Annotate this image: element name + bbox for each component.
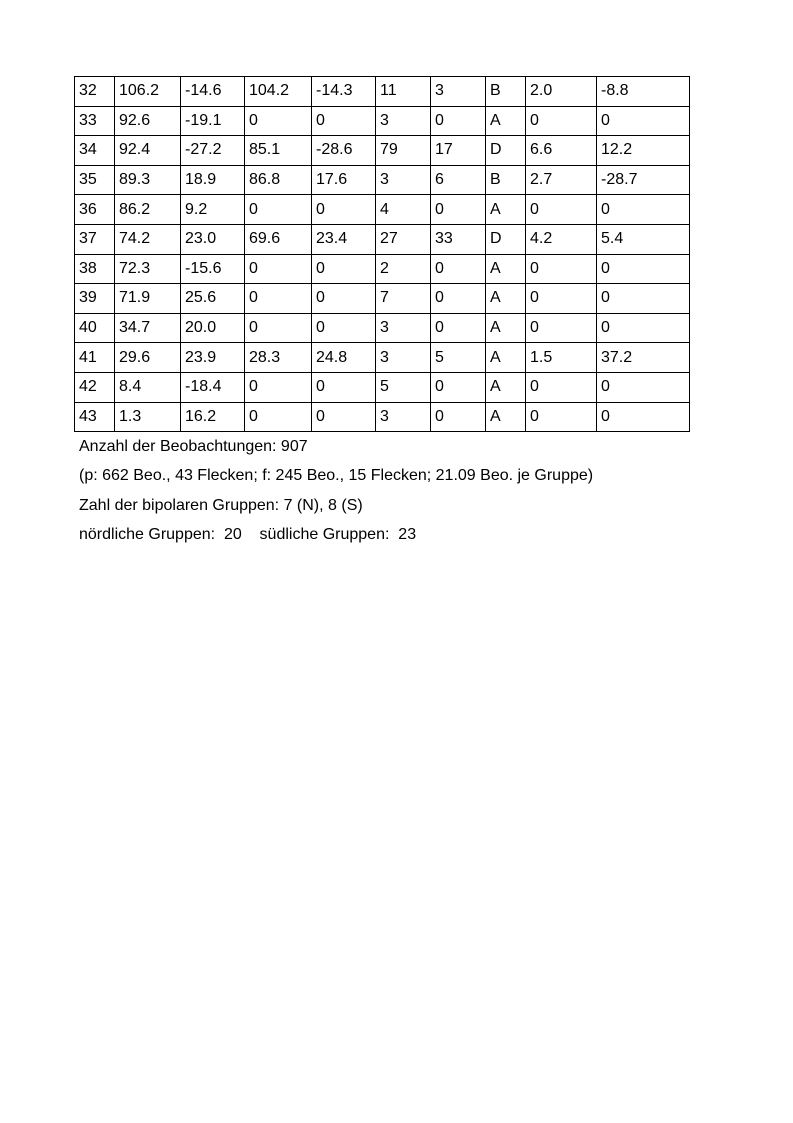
- summary-block: [79, 432, 593, 549]
- table-cell: 9.2: [181, 195, 245, 225]
- table-cell: 3: [376, 343, 431, 373]
- table-cell: -14.3: [312, 77, 376, 107]
- table-cell: 71.9: [115, 284, 181, 314]
- table-row: [75, 343, 690, 373]
- table-cell: 0: [597, 372, 690, 402]
- table-cell: 7: [376, 284, 431, 314]
- table-cell: A: [486, 195, 526, 225]
- table-cell: 2.7: [526, 165, 597, 195]
- table-row: [75, 195, 690, 225]
- table-cell: 39: [75, 284, 115, 314]
- table-cell: 37.2: [597, 343, 690, 373]
- table-cell: 5: [431, 343, 486, 373]
- table-cell: 33: [75, 106, 115, 136]
- table-cell: 0: [245, 372, 312, 402]
- table-cell: -28.6: [312, 136, 376, 166]
- table-cell: 32: [75, 77, 115, 107]
- table-cell: 0: [431, 313, 486, 343]
- table-cell: A: [486, 106, 526, 136]
- table-cell: 1.5: [526, 343, 597, 373]
- table-cell: 0: [431, 284, 486, 314]
- table-cell: 0: [431, 195, 486, 225]
- table-cell: 6.6: [526, 136, 597, 166]
- table-row: [75, 284, 690, 314]
- table-cell: 72.3: [115, 254, 181, 284]
- table-cell: 3: [376, 402, 431, 432]
- table-cell: 17.6: [312, 165, 376, 195]
- table-row: [75, 136, 690, 166]
- table-row: [75, 402, 690, 432]
- table-cell: 92.4: [115, 136, 181, 166]
- table-cell: 86.8: [245, 165, 312, 195]
- table-cell: 2: [376, 254, 431, 284]
- table-cell: A: [486, 402, 526, 432]
- table-row: [75, 77, 690, 107]
- table-cell: 5: [376, 372, 431, 402]
- table-cell: 8.4: [115, 372, 181, 402]
- table-row: [75, 254, 690, 284]
- table-row: [75, 224, 690, 254]
- table-cell: 27: [376, 224, 431, 254]
- table-cell: 0: [431, 402, 486, 432]
- table-cell: 74.2: [115, 224, 181, 254]
- table-cell: 6: [431, 165, 486, 195]
- table-cell: A: [486, 372, 526, 402]
- table-cell: 0: [597, 402, 690, 432]
- table-cell: 40: [75, 313, 115, 343]
- table-cell: 0: [312, 313, 376, 343]
- table-cell: 0: [526, 284, 597, 314]
- table-cell: 16.2: [181, 402, 245, 432]
- table-cell: 3: [376, 106, 431, 136]
- table-cell: D: [486, 136, 526, 166]
- table-cell: 0: [312, 284, 376, 314]
- table-cell: A: [486, 313, 526, 343]
- table-cell: 43: [75, 402, 115, 432]
- table-cell: 0: [597, 195, 690, 225]
- table-row: [75, 313, 690, 343]
- table-cell: 106.2: [115, 77, 181, 107]
- table-body: [75, 77, 690, 432]
- table-cell: 17: [431, 136, 486, 166]
- table-cell: 0: [245, 195, 312, 225]
- table-cell: 4: [376, 195, 431, 225]
- table-cell: -28.7: [597, 165, 690, 195]
- table-cell: 0: [245, 313, 312, 343]
- table-cell: 25.6: [181, 284, 245, 314]
- table-cell: 0: [312, 402, 376, 432]
- table-cell: 3: [431, 77, 486, 107]
- table-cell: 5.4: [597, 224, 690, 254]
- table-cell: A: [486, 254, 526, 284]
- table-cell: 4.2: [526, 224, 597, 254]
- table-cell: A: [486, 343, 526, 373]
- table-cell: D: [486, 224, 526, 254]
- observation-breakdown: (p: 662 Beo., 43 Flecken; f: 245 Beo., 15 Flecken; 21.09 Beo. je Gruppe): [79, 467, 594, 485]
- table-cell: B: [486, 77, 526, 107]
- table-cell: 0: [526, 402, 597, 432]
- table-cell: 42: [75, 372, 115, 402]
- table-cell: 0: [245, 284, 312, 314]
- table-cell: 23.0: [181, 224, 245, 254]
- table-cell: 92.6: [115, 106, 181, 136]
- table-cell: 0: [597, 254, 690, 284]
- table-cell: 28.3: [245, 343, 312, 373]
- table-cell: 89.3: [115, 165, 181, 195]
- table-cell: 0: [245, 402, 312, 432]
- bipolar-group-count: Zahl der bipolaren Gruppen: 7 (N), 8 (S): [79, 496, 363, 514]
- table-cell: 0: [312, 195, 376, 225]
- table-cell: 12.2: [597, 136, 690, 166]
- table-cell: 3: [376, 165, 431, 195]
- table-cell: 20.0: [181, 313, 245, 343]
- table-cell: 34: [75, 136, 115, 166]
- table-cell: 79: [376, 136, 431, 166]
- table-cell: -8.8: [597, 77, 690, 107]
- table-cell: 24.8: [312, 343, 376, 373]
- table-cell: 0: [597, 284, 690, 314]
- table-cell: 36: [75, 195, 115, 225]
- table-cell: A: [486, 284, 526, 314]
- table-cell: -18.4: [181, 372, 245, 402]
- table-cell: 37: [75, 224, 115, 254]
- table-cell: 69.6: [245, 224, 312, 254]
- table-cell: -14.6: [181, 77, 245, 107]
- table-cell: 35: [75, 165, 115, 195]
- table-cell: 0: [431, 254, 486, 284]
- table-cell: 33: [431, 224, 486, 254]
- table-cell: 0: [312, 372, 376, 402]
- table-cell: 0: [526, 313, 597, 343]
- table-cell: 0: [526, 195, 597, 225]
- table-cell: 0: [526, 254, 597, 284]
- table-cell: 23.4: [312, 224, 376, 254]
- table-cell: 0: [312, 106, 376, 136]
- table-cell: B: [486, 165, 526, 195]
- table-cell: 34.7: [115, 313, 181, 343]
- table-row: [75, 165, 690, 195]
- table-cell: 3: [376, 313, 431, 343]
- table-cell: 0: [526, 106, 597, 136]
- table-cell: -27.2: [181, 136, 245, 166]
- table-cell: 0: [431, 372, 486, 402]
- table-cell: 38: [75, 254, 115, 284]
- table-cell: 0: [245, 106, 312, 136]
- table-cell: 0: [597, 313, 690, 343]
- table-cell: 85.1: [245, 136, 312, 166]
- table-row: [75, 106, 690, 136]
- observation-count: Anzahl der Beobachtungen: 907: [79, 438, 308, 455]
- table-cell: 0: [597, 106, 690, 136]
- table-cell: 0: [312, 254, 376, 284]
- table-cell: 2.0: [526, 77, 597, 107]
- table-cell: 0: [526, 372, 597, 402]
- data-table: [74, 76, 690, 432]
- table-cell: 23.9: [181, 343, 245, 373]
- table-cell: 0: [431, 106, 486, 136]
- table-cell: -19.1: [181, 106, 245, 136]
- table-cell: 29.6: [115, 343, 181, 373]
- table-cell: 0: [245, 254, 312, 284]
- table-cell: 11: [376, 77, 431, 107]
- table-cell: 86.2: [115, 195, 181, 225]
- table-cell: 1.3: [115, 402, 181, 432]
- table-cell: -15.6: [181, 254, 245, 284]
- table-cell: 41: [75, 343, 115, 373]
- table-row: [75, 372, 690, 402]
- table-cell: 18.9: [181, 165, 245, 195]
- hemisphere-group-count: nördliche Gruppen: 20 südliche Gruppen: 23: [79, 525, 417, 543]
- table-cell: 104.2: [245, 77, 312, 107]
